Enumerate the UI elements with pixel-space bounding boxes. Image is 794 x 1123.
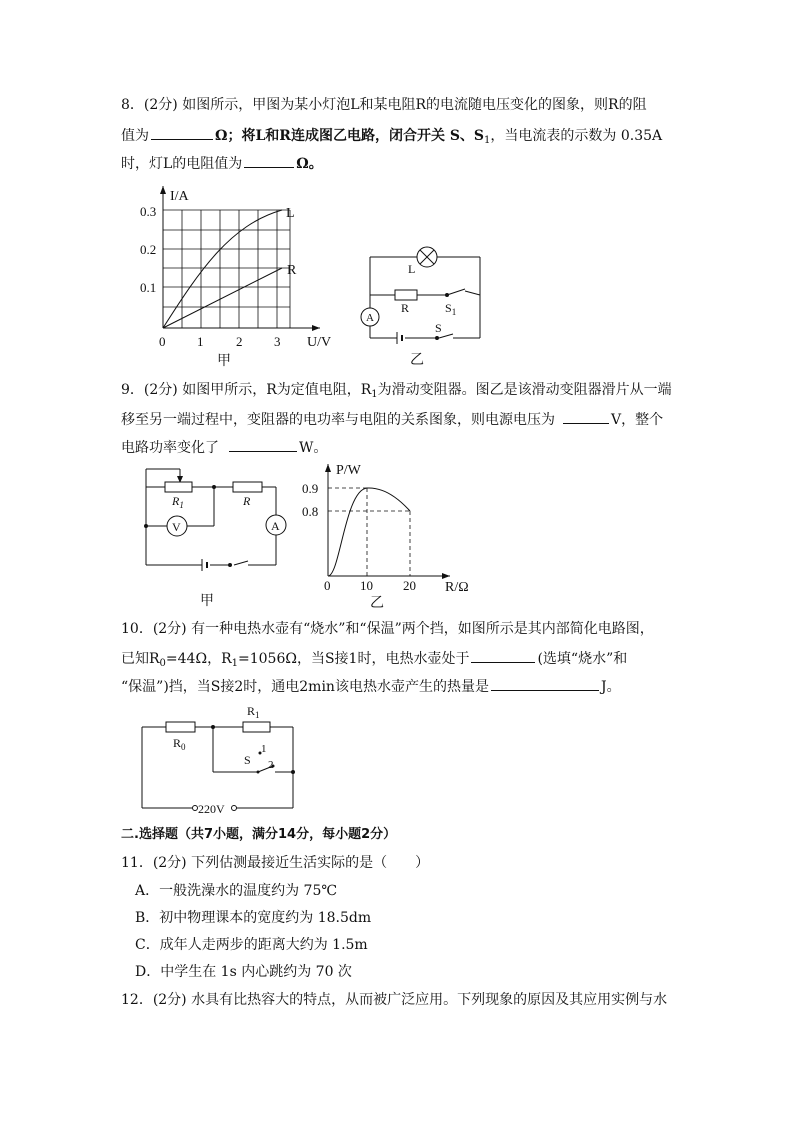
y-tick: 0.9 [302,481,319,496]
subscript: 1 [231,658,238,669]
q8-line1 [121,95,647,115]
graph-grid [163,210,290,328]
voltmeter-label: V [172,520,181,534]
figure-caption: 甲 [200,594,214,609]
q9-text: 为滑动变阻器。图乙是该滑动变阻器滑片从一端 [377,382,672,398]
y-axis-label: I/A [170,189,189,204]
q9-graph [300,460,480,610]
junction-dot [212,485,216,489]
q10-text: 已知R [121,651,160,667]
answer-blank[interactable] [563,408,609,424]
y-axis-label: P/W [336,463,361,478]
y-tick: 0.3 [140,204,157,219]
x-axis-arrow [312,325,320,331]
ammeter-label: A [271,519,280,533]
switch-contact [228,563,232,567]
q9-circuit [140,465,300,610]
curve-L [163,210,282,328]
figure-caption: 甲 [217,354,231,369]
q10-text: =1056Ω，当S接1时，电热水壶处于 [238,651,470,667]
q9-text: 电路功率变化了 [121,440,219,456]
lamp-symbol [417,247,437,267]
rheostat-label: $R_1$ [172,494,184,510]
q9-line1 [121,380,672,400]
q8-text: Ω；将L和R连成图乙电路，闭合开关 S、S [215,128,485,144]
curve-L-label: L [286,206,295,221]
switch-pos2-label: 2 [268,759,274,771]
q10-text: (选填“烧水”和 [537,651,628,667]
q8-line3 [121,152,323,174]
answer-blank[interactable] [471,647,535,663]
r1-label: $R_1$ [247,704,260,720]
junction-dot [144,524,148,528]
x-tick: 0 [159,334,166,349]
x-axis-label: U/V [307,335,332,350]
q8-text: 8．(2分) 如图所示，甲图为某小灯泡L和某电阻R的电流随电压变化的图象，则R的阻 [121,97,647,113]
q8-circuit [355,240,495,370]
q8-text: 值为 [121,128,149,144]
q10-text: J。 [600,679,621,695]
q8-text: Ω。 [296,156,323,172]
subscript: 0 [159,658,166,669]
x-tick: 3 [274,334,281,349]
q10-text: 10．(2分) 有一种电热水壶有“烧水”和“保温”两个挡，如图所示是其内部简化电路图， [121,621,654,637]
resistor-symbol [233,482,262,492]
x-tick: 10 [360,578,373,593]
switch-s1-blade [447,289,465,295]
option-d[interactable]: D．中学生在 1s 内心跳约为 70 次 [135,964,352,980]
x-tick: 20 [403,578,416,593]
answer-blank[interactable] [244,152,294,168]
resistor-label: R [401,301,410,315]
figure-caption: 乙 [410,353,424,368]
answer-blank[interactable] [491,675,599,691]
terminal [193,806,198,811]
r0-label: $R_0$ [173,736,186,752]
q12-stem: 12．(2分) 水具有比热容大的特点，从而被广泛应用。下列现象的原因及其应用实例与水 [121,992,668,1008]
switch-s1-label: $S_1$ [445,301,457,317]
resistor-symbol [395,290,417,300]
switch-pos1-label: 1 [261,743,267,755]
subscript: 1 [371,389,378,400]
switch-label: S [244,753,251,767]
power-curve [328,488,410,576]
q10-line1 [121,619,654,639]
q10-text: “保温”)挡，当S接2时，通电2min该电热水壶产生的热量是 [121,679,489,695]
y-tick: 0.2 [140,242,157,257]
answer-blank[interactable] [229,436,297,452]
line-R [163,268,282,328]
junction-dot [291,770,295,774]
resistor-r0-symbol [166,722,195,732]
option-a[interactable]: A．一般洗澡水的温度约为 75℃ [135,883,338,899]
guide-lines [328,488,410,576]
q9-text: V，整个 [611,412,664,428]
q9-text: 移至另一端过程中，变阻器的电功率与电阻的关系图象，则电源电压为 [121,412,555,428]
switch-contact [435,336,439,340]
q11-stem: 11．(2分) 下列估测最接近生活实际的是（ ） [121,855,430,871]
q8-line2 [121,124,662,146]
source-label: 220V [198,802,225,816]
subscript: 1 [484,135,491,146]
switch-pivot [257,771,260,774]
figure-caption: 乙 [370,596,384,611]
resistor-label: R [243,494,251,508]
q10-circuit [140,700,300,820]
x-tick: 2 [236,334,243,349]
q8-text: ，当电流表的示数为 0.35A [490,128,663,144]
y-tick: 0.8 [302,504,319,519]
option-c[interactable]: C．成年人走两步的距离大约为 1.5m [135,937,368,953]
ammeter-label: A [366,312,374,324]
y-tick: 0.1 [140,280,157,295]
q9-text: W。 [299,440,328,456]
q8-text: 时，灯L的电阻值为 [121,156,243,172]
section-heading: 二.选择题（共7小题，满分14分，每小题2分） [121,827,397,842]
q10-line3 [121,675,621,697]
q9-text: 9．(2分) 如图甲所示，R为定值电阻，R [121,382,372,398]
x-tick: 0 [324,578,331,593]
q9-line2 [121,408,663,430]
q9-line3 [121,436,327,458]
junction-dot [211,725,215,729]
lamp-label: L [408,262,416,276]
y-axis-arrow [160,186,166,194]
line-R-label: R [287,263,297,278]
option-b[interactable]: B．初中物理课本的宽度约为 18.5dm [135,910,372,926]
x-tick: 1 [197,334,204,349]
rheostat-symbol [165,482,192,492]
q8-graph [140,180,340,370]
resistor-r1-symbol [243,722,270,732]
terminal [232,806,237,811]
q10-line2 [121,647,627,669]
y-axis-arrow [325,464,331,472]
q10-text: =44Ω，R [165,651,232,667]
x-axis-label: R/Ω [445,580,469,595]
x-axis-arrow [442,573,450,579]
answer-blank[interactable] [151,124,213,140]
switch-s-label: S [435,321,442,335]
